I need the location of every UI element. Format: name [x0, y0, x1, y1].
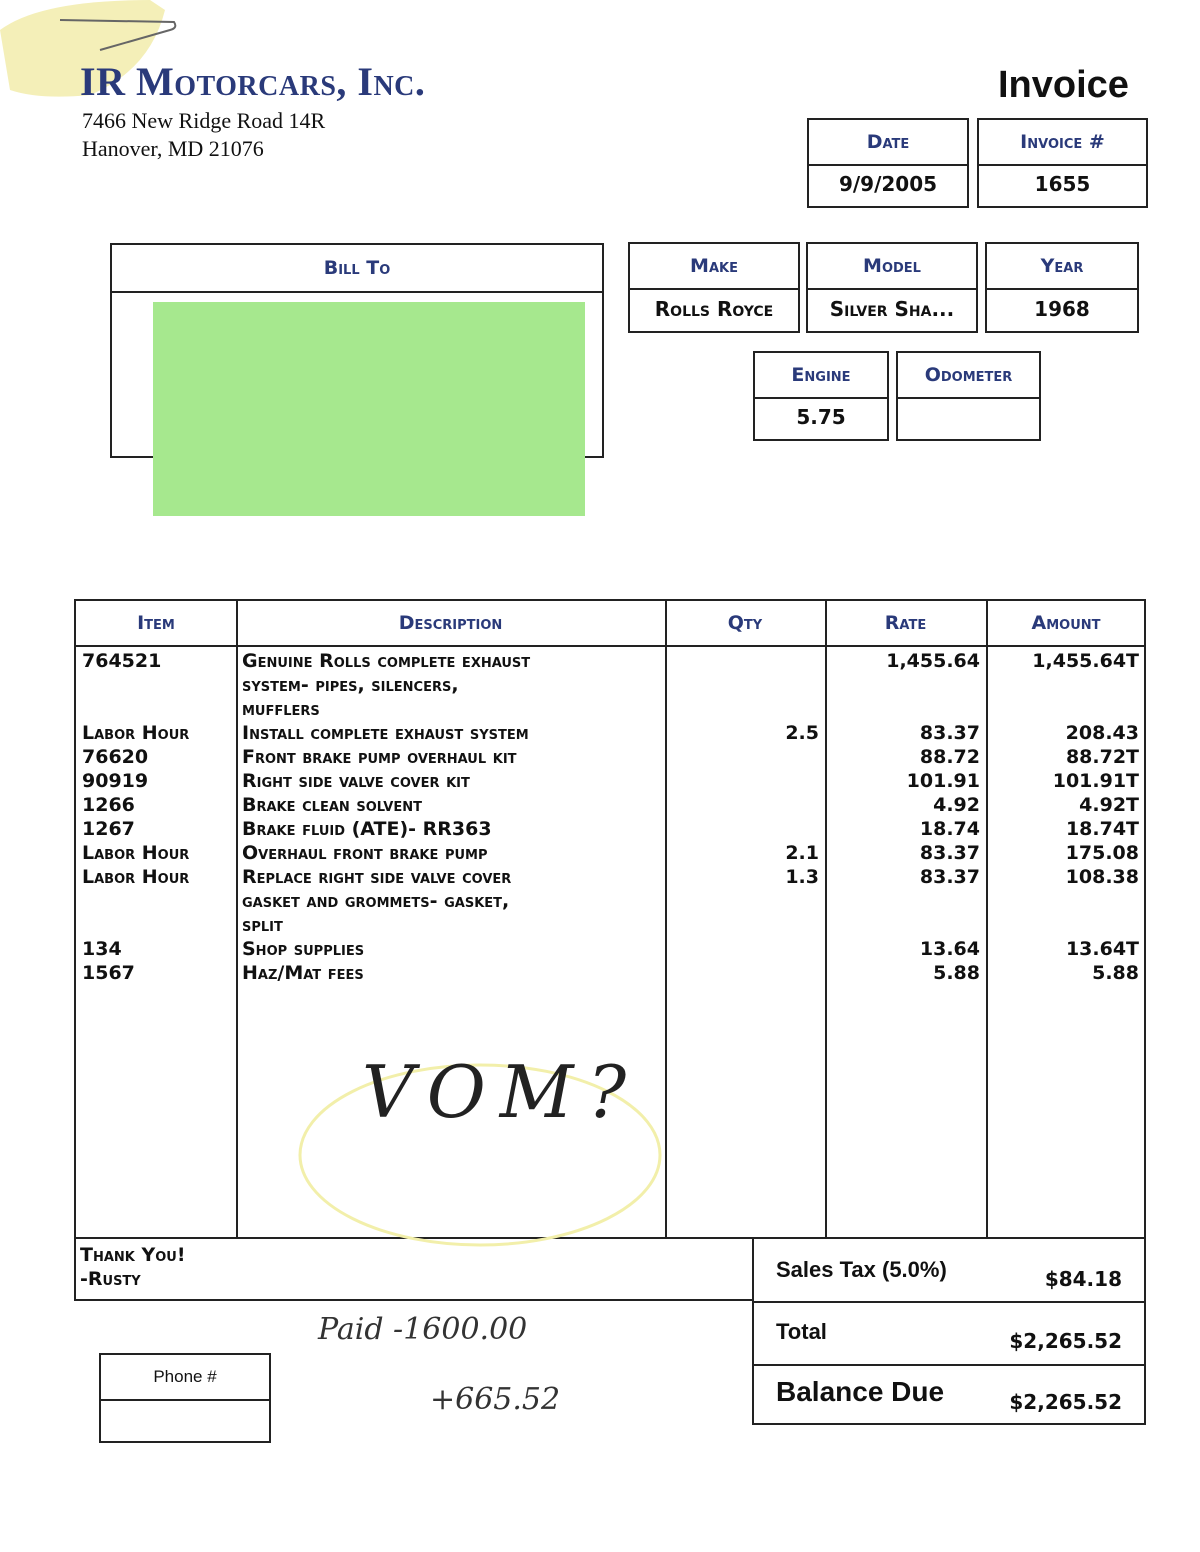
table-row — [76, 745, 1146, 769]
total-value: $2,265.52 — [1009, 1329, 1122, 1353]
description-cell: split — [242, 914, 283, 936]
odometer-value — [898, 395, 1039, 439]
engine-value: 5.75 — [796, 405, 846, 429]
date-box — [807, 118, 969, 208]
model-value: Silver Sha... — [829, 296, 955, 321]
item-cell: 76620 — [82, 746, 149, 768]
rate-cell: 18.74 — [919, 818, 980, 840]
make-label: Make — [630, 244, 798, 290]
year-value: 1968 — [1034, 296, 1090, 321]
item-cell: 134 — [82, 938, 122, 960]
description-cell: Right side valve cover kit — [242, 770, 470, 792]
table-row — [76, 961, 1146, 985]
rate-cell: 5.88 — [933, 962, 980, 984]
header-rate: Rate — [884, 612, 927, 634]
qty-cell: 2.5 — [785, 722, 819, 744]
make-value: Rolls Royce — [654, 296, 774, 321]
model-label: Model — [808, 244, 976, 290]
item-cell: 1267 — [82, 818, 135, 840]
description-cell: Front brake pump overhaul kit — [242, 746, 517, 768]
description-cell: Haz/Mat fees — [242, 962, 364, 984]
total-label: Total — [776, 1319, 827, 1344]
description-cell: gasket and grommets- gasket, — [242, 890, 510, 912]
year-label: Year — [987, 244, 1137, 290]
amount-cell: 1,455.64T — [1032, 650, 1139, 672]
odometer-box — [896, 351, 1041, 441]
redaction-sticker — [153, 302, 585, 516]
rate-cell: 4.92 — [933, 794, 980, 816]
item-cell: Labor Hour — [82, 866, 190, 888]
total-row — [754, 1303, 1144, 1365]
table-row — [76, 841, 1146, 865]
company-name: IR Motorcars, Inc. — [80, 59, 426, 104]
balance-due-value: $2,265.52 — [1009, 1390, 1122, 1414]
handwritten-paid-note: Paid -1600.00 — [318, 1312, 528, 1347]
table-row — [76, 865, 1146, 937]
description-cell: Brake clean solvent — [242, 794, 422, 816]
invoice-number-box — [977, 118, 1148, 208]
amount-cell: 108.38 — [1065, 866, 1139, 888]
handwritten-vom-note: VOM? — [362, 1050, 641, 1134]
date-label: Date — [809, 120, 967, 166]
qty-cell: 1.3 — [785, 866, 819, 888]
balance-due-row — [754, 1366, 1144, 1425]
amount-cell: 4.92T — [1079, 794, 1139, 816]
rate-cell: 83.37 — [919, 722, 980, 744]
rate-cell: 1,455.64 — [886, 650, 980, 672]
item-cell: Labor Hour — [82, 722, 190, 744]
sales-tax-row — [754, 1239, 1144, 1301]
rate-cell: 13.64 — [919, 938, 980, 960]
amount-cell: 101.91T — [1052, 770, 1139, 792]
description-cell: system- pipes, silencers, — [242, 674, 459, 696]
invoice-number-label: Invoice # — [979, 120, 1146, 166]
odometer-label: Odometer — [898, 353, 1039, 399]
phone-label: Phone # — [101, 1355, 269, 1401]
amount-cell: 5.88 — [1092, 962, 1139, 984]
rate-cell: 101.91 — [906, 770, 980, 792]
year-box — [985, 242, 1139, 333]
engine-box — [753, 351, 889, 441]
rate-cell: 88.72 — [919, 746, 980, 768]
balance-due-label: Balance Due — [776, 1376, 945, 1407]
item-cell: Labor Hour — [82, 842, 190, 864]
table-row — [76, 937, 1146, 961]
item-cell: 1266 — [82, 794, 135, 816]
rate-cell: 83.37 — [919, 866, 980, 888]
header-amount: Amount — [1031, 612, 1101, 634]
description-cell: Genuine Rolls complete exhaust — [242, 650, 531, 672]
document-title: Invoice — [998, 64, 1129, 106]
handwritten-remaining-note: +665.52 — [430, 1382, 561, 1417]
description-cell: Shop supplies — [242, 938, 365, 960]
header-description: Description — [398, 612, 503, 634]
table-row — [76, 721, 1146, 745]
make-box — [628, 242, 800, 333]
item-cell: 764521 — [82, 650, 162, 672]
phone-box — [99, 1353, 271, 1443]
thanks-line2: -Rusty — [80, 1268, 141, 1290]
description-cell: Brake fluid (ATE)- RR363 — [242, 818, 492, 840]
totals-box — [752, 1237, 1146, 1425]
table-row — [76, 769, 1146, 793]
description-cell: mufflers — [242, 698, 320, 720]
engine-label: Engine — [755, 353, 887, 399]
invoice-number-value: 1655 — [1034, 172, 1091, 196]
qty-cell: 2.1 — [785, 842, 819, 864]
date-value: 9/9/2005 — [838, 172, 938, 196]
amount-cell: 18.74T — [1065, 818, 1139, 840]
item-cell: 1567 — [82, 962, 135, 984]
header-qty: Qty — [727, 612, 763, 634]
table-row — [76, 649, 1146, 721]
description-cell: Replace right side valve cover — [242, 866, 512, 888]
rate-cell: 83.37 — [919, 842, 980, 864]
model-box — [806, 242, 978, 333]
sales-tax-value: $84.18 — [1044, 1267, 1122, 1291]
header-item: Item — [137, 612, 175, 634]
bill-to-label: Bill To — [112, 245, 602, 293]
sales-tax-label: Sales Tax (5.0%) — [776, 1257, 947, 1282]
item-cell: 90919 — [82, 770, 149, 792]
amount-cell: 88.72T — [1065, 746, 1139, 768]
company-address-line1: 7466 New Ridge Road 14R — [82, 108, 326, 133]
amount-cell: 208.43 — [1065, 722, 1139, 744]
company-address-line2: Hanover, MD 21076 — [82, 136, 264, 161]
thanks-line1: Thank You! — [80, 1244, 186, 1266]
description-cell: Overhaul front brake pump — [242, 842, 488, 864]
amount-cell: 175.08 — [1065, 842, 1139, 864]
amount-cell: 13.64T — [1065, 938, 1139, 960]
description-cell: Install complete exhaust system — [242, 722, 529, 744]
table-row — [76, 793, 1146, 817]
table-row — [76, 817, 1146, 841]
